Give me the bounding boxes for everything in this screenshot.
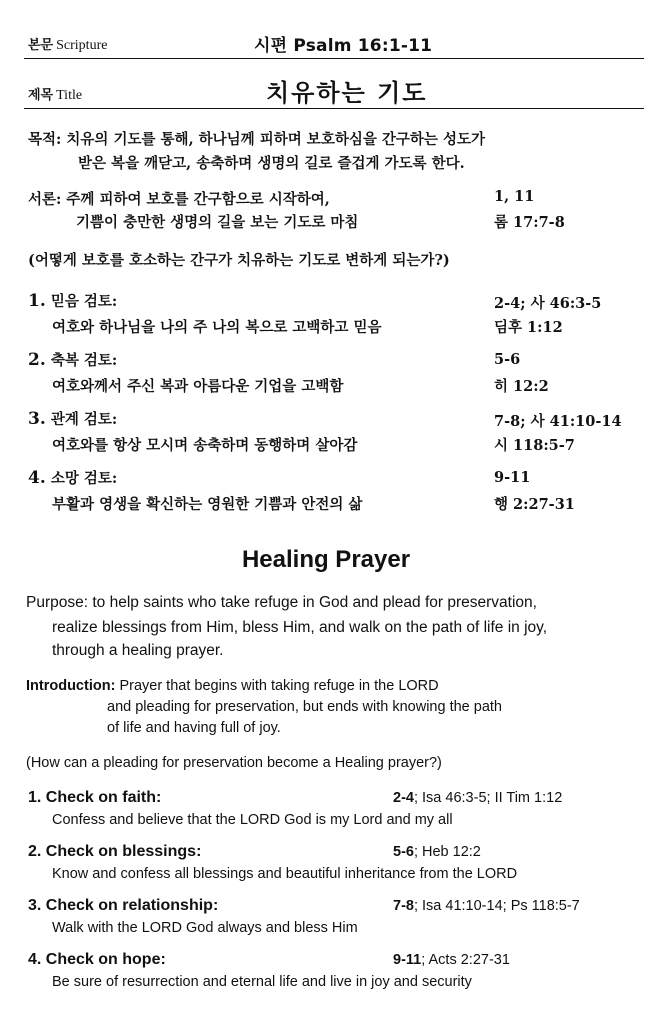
scripture-label-ko: 본문 — [28, 38, 54, 53]
scripture-reference: 시편 Psalm 16:1-11 — [254, 36, 433, 56]
intro-label: Introduction: — [26, 678, 116, 694]
english-point-desc: Be sure of resurrection and eternal life and live in joy and security — [52, 974, 472, 990]
page-title: 치유하는 기도 — [266, 79, 428, 107]
english-intro-line — [26, 678, 439, 694]
korean-intro-line: 기쁨이 충만한 생명의 길을 보는 기도로 마침 — [76, 214, 359, 231]
point-number: 2. — [28, 350, 46, 370]
ref-cross: ; Acts 2:27-31 — [421, 952, 510, 968]
ref-verses: 7-8 — [393, 898, 414, 914]
korean-question: (어떻게 보호를 호소하는 간구가 치유하는 기도로 변하게 되는가?) — [28, 252, 450, 269]
point-number: 4. — [28, 951, 42, 968]
korean-point-heading — [28, 467, 117, 488]
korean-intro-line: 서론: 주께 피하여 보호를 간구함으로 시작하여, — [28, 191, 330, 208]
title-label-en: Title — [56, 88, 83, 103]
english-intro-line: and pleading for preservation, but ends with knowing the path — [107, 699, 502, 715]
korean-point-desc: 여호와를 항상 모시며 송축하며 동행하며 살아감 — [52, 437, 358, 454]
ref-cross: ; Heb 12:2 — [413, 844, 481, 860]
header-divider — [24, 58, 644, 59]
point-number: 3. — [28, 897, 42, 914]
korean-purpose-line: 받은 복을 깨닫고, 송축하며 생명의 길로 즐겁게 가도록 한다. — [78, 155, 465, 172]
english-intro-line: of life and having full of joy. — [107, 720, 281, 736]
intro-text: Prayer that begins with taking refuge in the LORD — [119, 678, 439, 694]
point-number: 1. — [28, 789, 42, 806]
english-point-desc: Confess and believe that the LORD God is my Lord and my all — [52, 812, 453, 828]
scripture-label — [28, 34, 107, 54]
korean-intro-ref: 롬 17:7-8 — [494, 214, 565, 231]
point-title: Check on blessings: — [45, 843, 202, 860]
korean-point-desc-ref: 행 2:27-31 — [494, 496, 575, 513]
english-point-ref — [393, 952, 510, 968]
korean-point-desc-ref: 히 12:2 — [494, 378, 549, 395]
english-question: (How can a pleading for preservation become a Healing prayer?) — [26, 755, 442, 771]
ref-verses: 2-4 — [393, 790, 414, 806]
english-purpose-line: Purpose: to help saints who take refuge in God and plead for preservation, — [26, 594, 537, 611]
korean-point-desc: 부활과 영생을 확신하는 영원한 기쁨과 안전의 삶 — [52, 496, 363, 513]
ref-cross: ; Isa 46:3-5; II Tim 1:12 — [413, 790, 563, 806]
point-title: 소망 검토: — [50, 470, 118, 487]
korean-intro-ref: 1, 11 — [494, 188, 535, 205]
ref-cross: ; Isa 41:10-14; Ps 118:5-7 — [413, 898, 580, 914]
english-title: Healing Prayer — [241, 546, 411, 573]
korean-point-ref: 9-11 — [494, 469, 531, 486]
korean-point-heading — [28, 408, 117, 429]
english-purpose-line: through a healing prayer. — [52, 642, 224, 659]
point-title: 축복 검토: — [50, 352, 118, 369]
point-number: 1. — [28, 291, 46, 311]
title-label-ko: 제목 — [28, 88, 54, 103]
point-title: 관계 검토: — [50, 411, 118, 428]
korean-point-desc-ref: 딤후 1:12 — [494, 319, 563, 336]
point-title: Check on relationship: — [45, 897, 219, 914]
ref-verses: 5-6 — [393, 844, 414, 860]
point-number: 3. — [28, 409, 46, 429]
english-point-ref — [393, 898, 580, 914]
point-title: Check on hope: — [45, 951, 166, 968]
point-title: 믿음 검토: — [50, 293, 118, 310]
english-point-heading — [28, 951, 166, 969]
english-point-heading — [28, 843, 201, 861]
point-number: 2. — [28, 843, 42, 860]
korean-point-desc: 여호와 하나님을 나의 주 나의 복으로 고백하고 믿음 — [52, 319, 382, 336]
ref-verses: 9-11 — [393, 952, 422, 968]
korean-point-desc: 여호와께서 주신 복과 아름다운 기업을 고백함 — [52, 378, 344, 395]
title-label — [28, 84, 82, 104]
english-point-ref — [393, 844, 481, 860]
korean-point-heading — [28, 290, 117, 311]
english-point-ref — [393, 790, 562, 806]
english-point-desc: Walk with the LORD God always and bless Him — [52, 920, 358, 936]
scripture-label-en: Scripture — [56, 38, 108, 53]
korean-point-desc-ref: 시 118:5-7 — [494, 437, 575, 454]
korean-point-ref: 2-4; 사 46:3-5 — [494, 295, 602, 312]
english-point-heading — [28, 789, 161, 807]
korean-purpose-line: 목적: 치유의 기도를 통해, 하나님께 피하며 보호하심을 간구하는 성도가 — [28, 131, 485, 148]
english-purpose-line: realize blessings from Him, bless Him, and walk on the path of life in joy, — [52, 619, 548, 636]
title-divider — [24, 108, 644, 109]
korean-point-ref: 5-6 — [494, 351, 521, 368]
english-point-desc: Know and confess all blessings and beautiful inheritance from the LORD — [52, 866, 518, 882]
korean-point-heading — [28, 349, 117, 370]
point-title: Check on faith: — [45, 789, 162, 806]
point-number: 4. — [28, 468, 46, 488]
english-point-heading — [28, 897, 218, 915]
korean-point-ref: 7-8; 사 41:10-14 — [494, 413, 622, 430]
